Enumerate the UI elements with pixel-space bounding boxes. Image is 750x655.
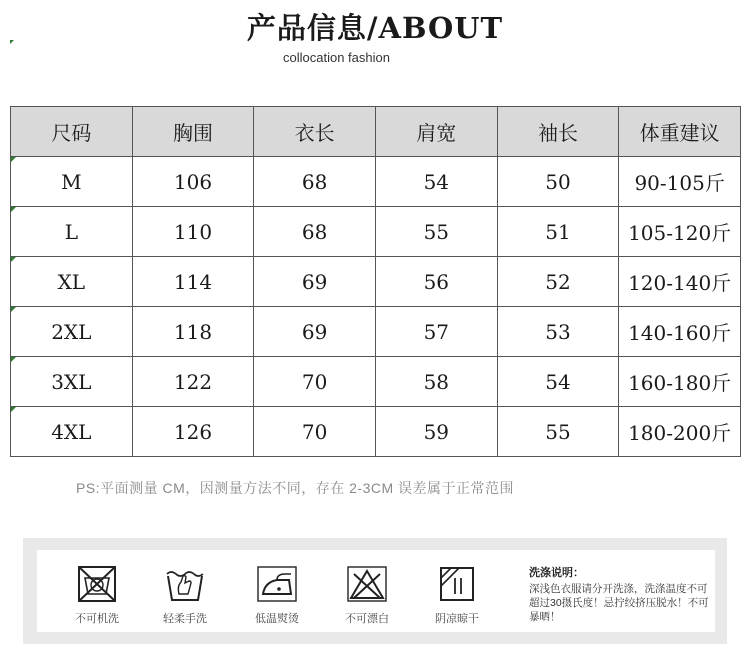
column-header-weight: 体重建议 [619,107,741,157]
cell-shoulder: 58 [375,357,497,407]
gentle-hand-wash-icon [163,564,207,604]
cell-shoulder: 57 [375,307,497,357]
table-row [11,307,741,357]
size-table-header-row [11,107,741,157]
cell-chest: 110 [132,207,254,257]
care-item-shade-dry [417,550,497,632]
cell-chest: 114 [132,257,254,307]
cell-sleeve: 55 [497,407,619,457]
cell-chest: 122 [132,357,254,407]
care-label: 阴凉晾干 [435,613,479,625]
cell-sleeve: 50 [497,157,619,207]
table-row [11,157,741,207]
cell-weight: 105-120斤 [619,207,741,257]
low-temp-iron-icon [255,564,299,604]
cell-length: 69 [254,307,376,357]
cell-chest: 118 [132,307,254,357]
wash-instructions-text: 深浅色衣服请分开洗涤，洗涤温度不可超过30摄氏度！忌拧绞挤压脱水！不可暴晒！ [529,583,709,623]
cell-weight: 180-200斤 [619,407,741,457]
measurement-note: PS:平面测量 CM，因测量方法不同，存在 2-3CM 误差属于正常范围 [76,480,515,496]
size-table [10,106,741,457]
care-label: 低温熨烫 [255,613,299,625]
cell-length: 69 [254,257,376,307]
cell-weight: 140-160斤 [619,307,741,357]
column-header-length: 衣长 [254,107,376,157]
cell-size: 3XL [11,357,133,407]
cell-chest: 106 [132,157,254,207]
cell-length: 68 [254,157,376,207]
care-item-gentle-hand-wash [145,550,225,632]
shade-dry-icon [435,564,479,604]
care-label: 轻柔手洗 [163,613,207,625]
page-title: 产品信息/ABOUT [246,11,504,45]
care-label: 不可机洗 [75,613,119,625]
no-bleach-icon [345,564,389,604]
cell-shoulder: 56 [375,257,497,307]
cell-length: 68 [254,207,376,257]
cell-shoulder: 55 [375,207,497,257]
table-row [11,207,741,257]
page-subtitle: collocation fashion [283,50,390,65]
cell-length: 70 [254,357,376,407]
care-label: 不可漂白 [345,613,389,625]
cell-sleeve: 53 [497,307,619,357]
cell-sleeve: 54 [497,357,619,407]
cell-weight: 160-180斤 [619,357,741,407]
care-item-low-temp-iron [237,550,317,632]
care-item-no-bleach [327,550,407,632]
cell-size: M [11,157,133,207]
care-icons-panel [37,550,510,632]
cell-sleeve: 52 [497,257,619,307]
column-header-sleeve: 袖长 [497,107,619,157]
no-machine-wash-icon [75,564,119,604]
cell-shoulder: 59 [375,407,497,457]
column-header-size: 尺码 [11,107,133,157]
cell-chest: 126 [132,407,254,457]
care-panel [23,538,727,644]
care-item-no-machine-wash [57,550,137,632]
corner-decoration [10,40,14,44]
cell-size: 4XL [11,407,133,457]
table-row [11,407,741,457]
table-row [11,257,741,307]
cell-weight: 120-140斤 [619,257,741,307]
column-header-shoulder: 肩宽 [375,107,497,157]
cell-weight: 90-105斤 [619,157,741,207]
cell-size: L [11,207,133,257]
cell-length: 70 [254,407,376,457]
cell-size: 2XL [11,307,133,357]
cell-sleeve: 51 [497,207,619,257]
cell-shoulder: 54 [375,157,497,207]
cell-size: XL [11,257,133,307]
column-header-chest: 胸围 [132,107,254,157]
table-row [11,357,741,407]
wash-instructions-title: 洗涤说明： [529,567,584,579]
wash-instructions [507,550,715,632]
